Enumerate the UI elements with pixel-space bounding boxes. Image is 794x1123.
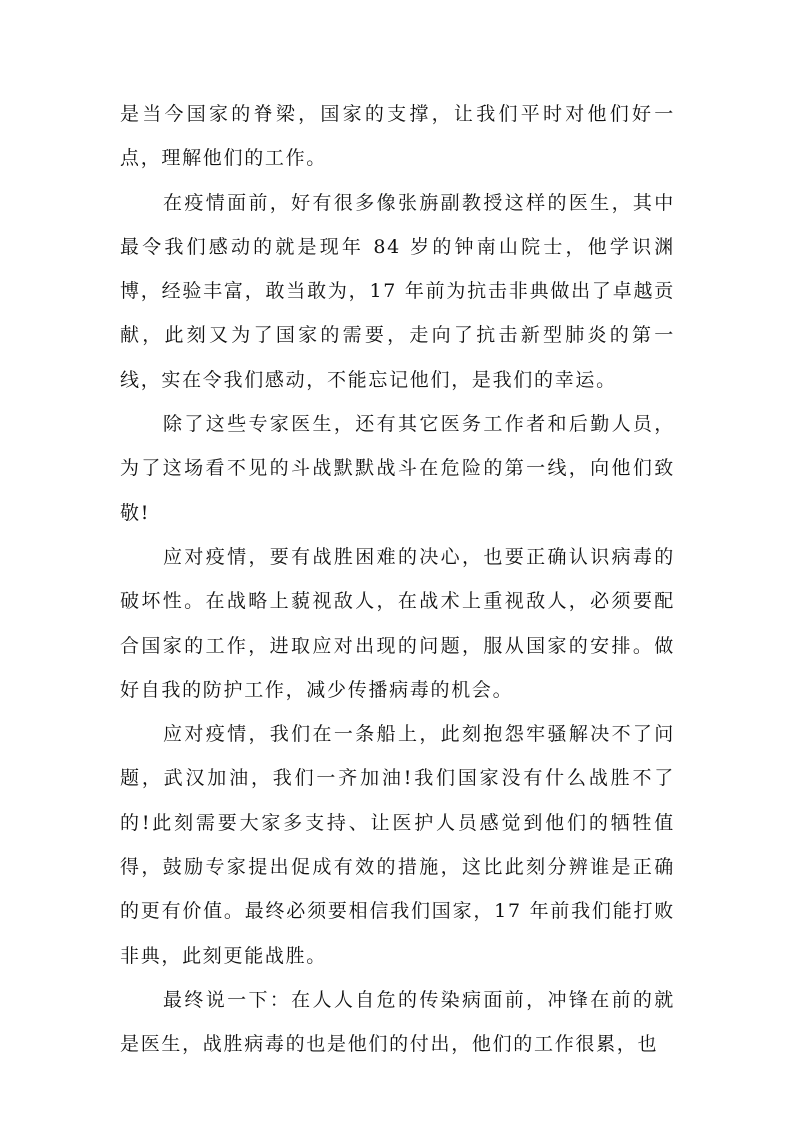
- paragraph-continuation: 是当今国家的脊梁，国家的支撑，让我们平时对他们好一点，理解他们的工作。: [120, 103, 675, 170]
- document-body: [120, 92, 675, 1067]
- paragraph-zhong-nanshan: 在疫情面前，好有很多像张旃副教授这样的医生，其中最令我们感动的就是现年 84 岁的钟南山院士，他学识渊博，经验丰富，敢当敢为，17 年前为抗击非典做出了卓越贡献，此刻又为了国家的需要，走向了抗击新型肺炎的第一线，实在令我们感动，不能忘记他们，是我们的幸运。: [120, 191, 675, 391]
- paragraph-wuhan-jiayou: 应对疫情，我们在一条船上，此刻抱怨牢骚解决不了问题，武汉加油，我们一齐加油!我们国家没有什么战胜不了的!此刻需要大家多支持、让医护人员感觉到他们的牺牲值得，鼓励专家提出促成有效的措施，这比此刻分辨谁是正确的更有价值。最终必须要相信我们国家，17 年前我们能打败非典，此刻更能战胜。: [120, 723, 675, 967]
- paragraph-conclusion: 最终说一下：在人人自危的传染病面前，冲锋在前的就是医生，战胜病毒的也是他们的付出，他们的工作很累，也: [120, 988, 675, 1056]
- paragraph-medical-workers: 除了这些专家医生，还有其它医务工作者和后勤人员，为了这场看不见的斗战默默战斗在危险的第一线，向他们致敬!: [120, 413, 675, 524]
- paragraph-confidence: 应对疫情，要有战胜困难的决心，也要正确认识病毒的破坏性。在战略上藐视敌人，在战术上重视敌人，必须要配合国家的工作，进取应对出现的问题，服从国家的安排。做好自我的防护工作，减少传播病毒的机会。: [120, 545, 675, 701]
